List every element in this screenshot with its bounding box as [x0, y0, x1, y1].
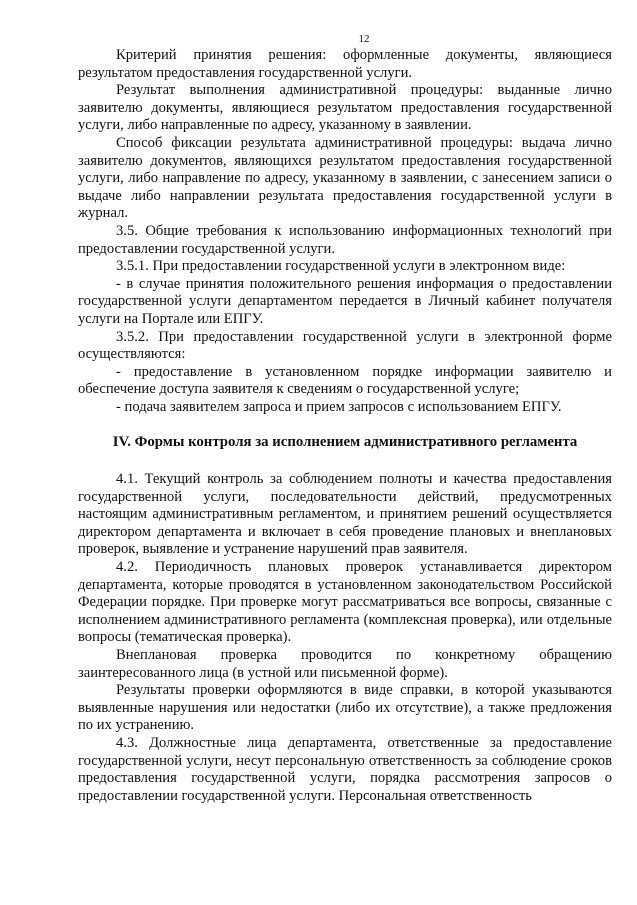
list-item-request-submission: - подача заявителем запроса и прием запросов с использованием ЕПГУ. [116, 398, 562, 415]
paragraph-acceptance-criterion: Критерий принятия решения: оформленные документы, являющиеся результатом предоставления государственной услуги. [78, 47, 612, 81]
paragraph-unscheduled-inspection: Внеплановая проверка проводится по конкретному обращению заинтересованного лица (в устной или письменной форме). [78, 647, 612, 681]
paragraph-section-4-1: 4.1. Текущий контроль за соблюдением полноты и качества предоставления государственной услуги, последовательности действий, предусмотренных настоящим административным регламентом, и принятием решений осуществляется директором департамента и включает в себя проведение плановых и внеплановых проверок, выявление и устранение нарушений прав заявителя. [78, 471, 612, 558]
paragraph-section-3-5-2: 3.5.2. При предоставлении государственной услуги в электронной форме осуществляются: [78, 328, 612, 363]
paragraph-fixation-method: Способ фиксации результата административной процедуры: выдача лично заявителю документов, являющихся результатом предоставления государственной услуги, либо направление по адресу, указанному в заявлении, с занесением записи о выдаче либо направлении результата предоставления государственной услуги в журнал. [78, 134, 612, 222]
list-item-information-access: - предоставление в установленном порядке информации заявителю и обеспечение доступа заявителя к сведениям о государственной услуге; [78, 363, 612, 398]
document-body [78, 47, 612, 805]
paragraph-procedure-result: Результат выполнения административной процедуры: выданные лично заявителю документы, являющиеся результатом предоставления государственной услуги, либо направленные по адресу, указанному в заявлении. [78, 82, 612, 134]
paragraph-inspection-results: Результаты проверки оформляются в виде справки, в которой указываются выявленные нарушения или недостатки (либо их отсутствие), а также предложения по их устранению. [78, 682, 612, 734]
paragraph-section-4-3: 4.3. Должностные лица департамента, ответственные за предоставление государственной услуги, несут персональную ответственность за соблюдение сроков предоставления государственной услуги, порядка рассмотрения запросов о предоставлении государственной услуги. Персональная ответственность [78, 734, 612, 804]
paragraph-section-4-2: 4.2. Периодичность плановых проверок устанавливается директором департамента, которые проводятся в установленном законодательством Российской Федерации порядке. При проверке могут рассматриваться все вопросы, связанные с исполнением административного регламента (комплексная проверка), или отдельные вопросы (тематическая проверка). [78, 559, 612, 646]
page-number: 12 [358, 33, 370, 45]
paragraph-section-3-5-1: 3.5.1. При предоставлении государственной услуги в электронном виде: [116, 258, 566, 275]
list-item-positive-decision: - в случае принятия положительного решения информация о предоставлении государственной услуги департаментом передается в Личный кабинет получателя услуги на Портале или ЕПГУ. [78, 275, 612, 327]
paragraph-section-3-5: 3.5. Общие требования к использованию информационных технологий при предоставлении государственной услуги. [78, 222, 612, 257]
section-heading-iv: IV. Формы контроля за исполнением административного регламента [112, 434, 578, 451]
